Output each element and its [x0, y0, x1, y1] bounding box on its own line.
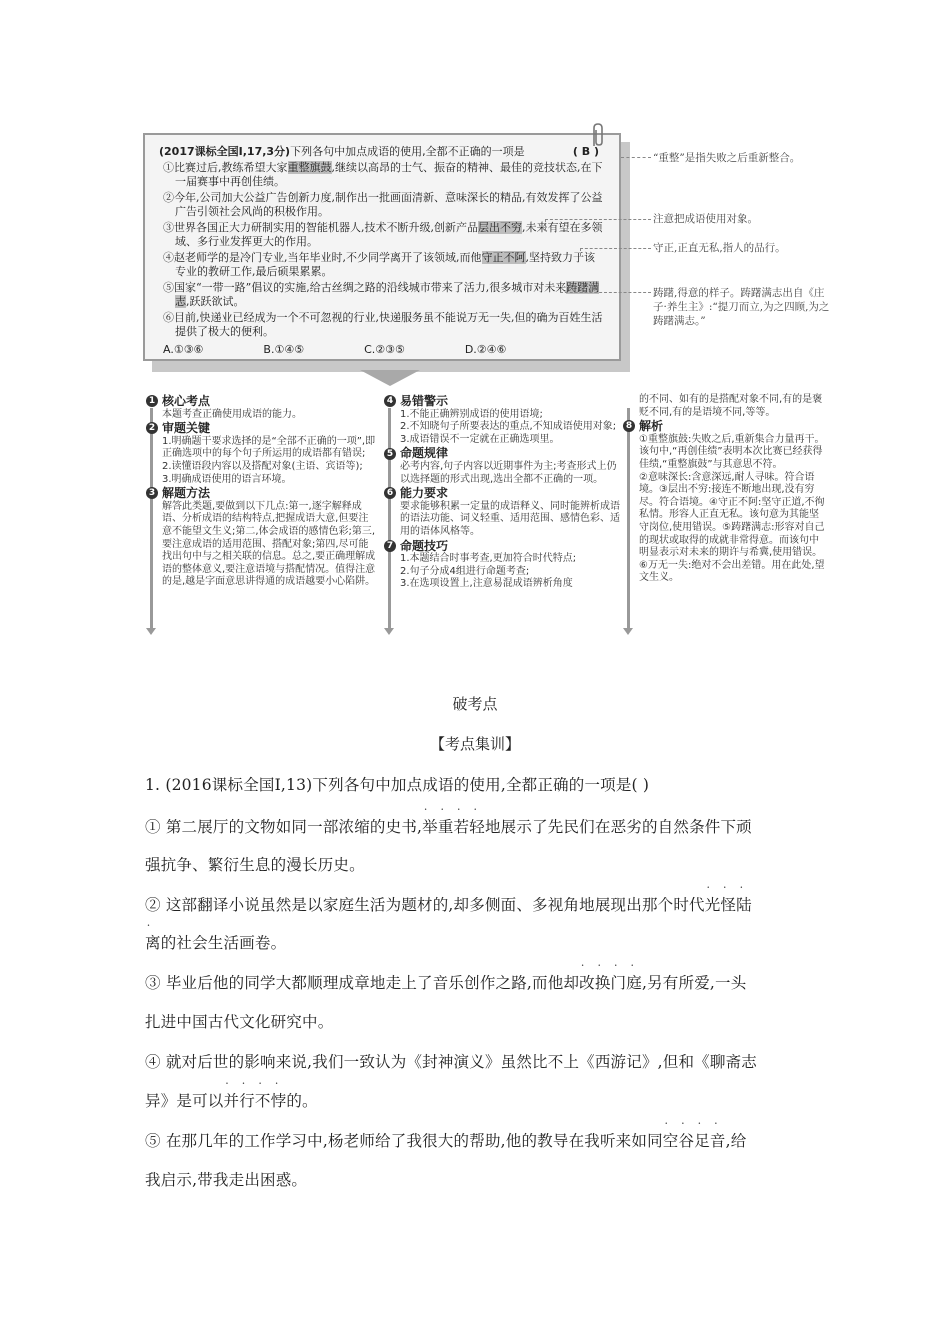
card-item: ④赵老师学的是冷门专业,当年毕业时,不少同学离开了该领域,而他守正不阿,坚持致力于该专业的教研工作,最后硕果累累。 — [163, 251, 595, 278]
section-heading: 6 能力要求 — [384, 487, 620, 500]
question-sentence-3-cont: 扎进中国古代文化研究中。 — [145, 1013, 334, 1031]
side-note-4: 踌躇,得意的样子。踌躇满志出自《庄子·养生主》:“提刀而立,为之四顾,为之踌躇满志。” — [653, 287, 830, 327]
section-heading: 8 解析 — [623, 420, 828, 433]
dotted-idiom: 离 — [145, 934, 161, 952]
option-b: B.①④⑤ — [263, 343, 305, 356]
down-arrow-icon — [360, 370, 420, 386]
section-text: 1.明确题干要求选择的是“全部不正确的一项”,即正确选项中的每个句子所运用的成语都有错误; — [162, 435, 376, 460]
section-heading: 4 易错警示 — [384, 395, 620, 408]
note-connector — [545, 219, 546, 231]
section-title: 破考点 — [452, 695, 498, 713]
section-text: 要求能够积累一定量的成语释义、同时能辨析成语的语法功能、词义轻重、适用范围、感情色彩、适用的语体风格等。 — [400, 500, 620, 537]
question-sentence-2-cont: 离的社会生活画卷。 — [145, 934, 287, 952]
card-item: ⑤国家“一带一路”倡议的实施,给古丝绸之路的沿线城市带来了活力,很多城市对未来踌躇满志,跃跃欲试。 — [163, 281, 600, 308]
card-options — [159, 343, 605, 357]
rail-arrow-icon — [623, 628, 633, 635]
question-sentence-1: ① 第二展厅的文物如同一部浓缩的史书,• • • • 举重若轻地展示了先民们在恶劣的自然条件下顽 — [145, 815, 752, 837]
section-text: 1.不能正确辨别成语的使用语境; — [400, 408, 543, 420]
note-connector — [545, 219, 651, 220]
analysis-column-3 — [623, 394, 828, 585]
paperclip-icon — [588, 122, 608, 148]
option-c: C.②③⑤ — [364, 343, 405, 356]
note-connector — [580, 248, 651, 249]
analysis-column-1 — [146, 394, 378, 589]
section-text: ①重整旗鼓:失败之后,重新集合力量再干。该句中,“再创佳绩”表明本次比赛已经获得佳绩,“重整旗鼓”与其意思不符。 — [639, 433, 825, 470]
card-item: ⑥目前,快递业已经成为一个不可忽视的行业,快递服务虽不能说万无一失,但的确为百姓生活提供了极大的便利。 — [163, 311, 603, 338]
card-source: (2017课标全国Ⅰ,17,3分) — [159, 145, 291, 158]
section-text: 2.不知晓句子所要表达的重点,不知成语使用对象; — [400, 421, 617, 433]
dotted-idiom: • • • • 并行不悖 — [224, 1092, 287, 1110]
section-text: 解答此类题,要做到以下几点:第一,逐字解释成语、分析成语的结构特点,把握成语大意,但要注意不能望文生义;第二,体会成语的感情色彩;第三,要注意成语的适用范围、搭配对象;第四,尽可能找出句中与之相关联的信息。总之,要正确理解成语的整体意义,要注意语境与搭配情况。值得注意的是,越是字面意思讲得通的成语越要小心陷阱。 — [162, 500, 376, 588]
option-d: D.②④⑥ — [464, 343, 507, 356]
card-item: ②今年,公司加大公益广告创新力度,制作出一批画面清新、意味深长的精品,有效发挥了公益广告引领社会风尚的积极作用。 — [163, 191, 603, 218]
section-text: 本题考查正确使用成语的能力。 — [162, 408, 302, 420]
card-heading — [159, 145, 605, 159]
question-card — [143, 133, 621, 361]
card-answer: ( B ) — [572, 145, 599, 158]
section-text: 2.句子分成4组进行命题考查; — [400, 565, 530, 577]
section-text: 3.在选项设置上,注意易混成语辨析角度 — [400, 578, 573, 590]
dotted-idiom: • • • • 改换门庭 — [579, 974, 642, 992]
note-connector — [560, 292, 651, 293]
question-sentence-4: ④ 就对后世的影响来说,我们一致认为《封神演义》虽然比不上《西游记》,但和《聊斋志 — [145, 1053, 757, 1071]
dotted-idiom: • • • 光怪陆 — [705, 896, 752, 914]
section-text: 必考内容,句子内容以近期事件为主;考查形式上仍以选择题的形式出现,选出全都不正确的一项。 — [400, 460, 617, 485]
question-sentence-2: ② 这部翻译小说虽然是以家庭生活为题材的,却多侧面、多视角地展现出那个时代• • • 光怪陆 — [145, 893, 752, 915]
dotted-idiom: • • • • 举重若轻 — [422, 818, 485, 836]
analysis-column-2 — [384, 394, 620, 591]
note-connector — [621, 157, 651, 158]
question-sentence-4-cont: 异》是可以• • • • 并行不悖的。 — [145, 1089, 318, 1111]
subsection-title: 【考点集训】 — [429, 735, 520, 753]
question-sentence-3: ③ 毕业后他的同学大都顺理成章地走上了音乐创作之路,而他却• • • • 改换门庭,另有所爱,一头 — [145, 971, 746, 993]
section-text: ②意味深长:含意深远,耐人寻味。符合语境。③层出不穷:接连不断地出现,没有穷尽。符合语境。④守正不阿:坚守正道,不徇私情。形容人正直无私。该句意为其能坚守岗位,使用错误。⑤踌躇满志:形容对自己的现状或取得的成就非常得意。而该句中明显表示对未来的期许与希冀,使用错误。⑥万无一失:绝对不会出差错。用在此处,望文生义。 — [639, 471, 825, 584]
section-text: 2.读懂语段内容以及搭配对象(主语、宾语等); — [162, 460, 363, 472]
section-text: 3.成语错误不一定就在正确选项里。 — [400, 433, 560, 445]
question-sentence-1-cont: 强抗争、繁衍生息的漫长历史。 — [145, 856, 365, 874]
section-heading: 5 命题规律 — [384, 447, 620, 460]
section-heading: 1 核心考点 — [146, 395, 378, 408]
section-heading: 7 命题技巧 — [384, 540, 620, 553]
rail-arrow-icon — [384, 628, 394, 635]
note-connector — [580, 248, 581, 256]
dotted-idiom: • • • • 空谷足音 — [663, 1132, 726, 1150]
section-text: 3.明确成语使用的语言环境。 — [162, 473, 292, 485]
section-text: 1.本题结合时事考查,更加符合时代特点; — [400, 553, 577, 565]
side-note-3: 守正,正直无私,指人的品行。 — [653, 242, 786, 254]
question-sentence-5-cont: 我启示,带我走出困惑。 — [145, 1171, 308, 1189]
card-item: ③世界各国正大力研制实用的智能机器人,技术不断升级,创新产品层出不穷,未来有望在多领域、多行业发挥更大的作用。 — [163, 221, 603, 248]
section-heading: 3 解题方法 — [146, 487, 378, 500]
question-sentence-5: ⑤ 在那几年的工作学习中,杨老师给了我很大的帮助,他的教导在我听来如同• • • • 空谷足音,给 — [145, 1129, 746, 1151]
card-item: ①比赛过后,教练希望大家重整旗鼓,继续以高昂的士气、振奋的精神、最佳的竞技状态,在下一届赛事中再创佳绩。 — [163, 161, 603, 188]
section-heading: 2 审题关键 — [146, 422, 378, 435]
section-text: 的不同、如有的是搭配对象不同,有的是褒贬不同,有的是语境不同,等等。 — [639, 394, 823, 418]
option-a: A.①③⑥ — [163, 343, 204, 356]
card-question: 下列各句中加点成语的使用,全都不正确的一项是 — [290, 145, 525, 158]
rail-arrow-icon — [146, 628, 156, 635]
side-note-2: 注意把成语使用对象。 — [653, 213, 758, 225]
question-stem: 1. (2016课标全国Ⅰ,13)下列各句中加点成语的使用,全都正确的一项是( ) — [145, 776, 650, 794]
side-note-1: “重整”是指失败之后重新整合。 — [653, 152, 801, 164]
